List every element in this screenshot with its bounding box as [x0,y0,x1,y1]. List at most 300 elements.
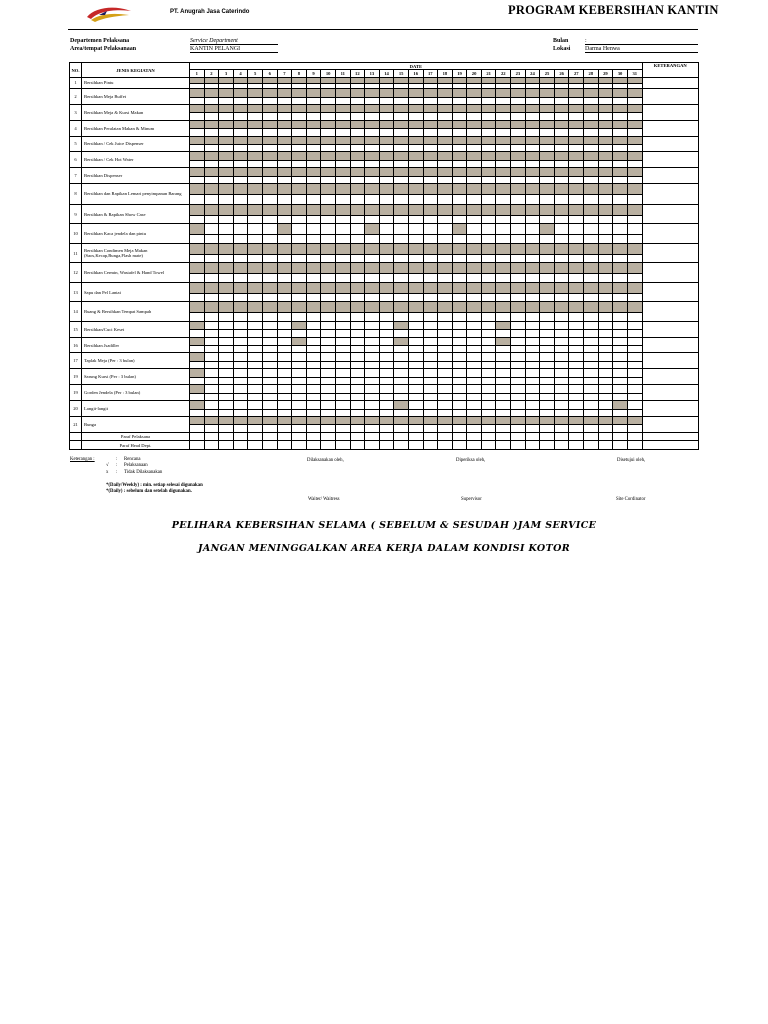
execution-cell[interactable] [394,361,409,368]
plan-cell[interactable] [190,337,205,346]
plan-cell[interactable] [423,88,438,97]
plan-cell[interactable] [452,168,467,177]
plan-cell[interactable] [613,120,628,129]
execution-cell[interactable] [496,346,511,353]
execution-cell[interactable] [525,377,540,384]
execution-cell[interactable] [219,160,234,167]
day-cell[interactable] [496,400,511,409]
execution-cell[interactable] [335,293,350,302]
plan-cell[interactable] [219,104,234,113]
execution-cell[interactable] [511,254,526,263]
execution-cell[interactable] [292,160,307,167]
execution-cell[interactable] [335,97,350,104]
plan-cell[interactable] [496,184,511,195]
execution-cell[interactable] [408,160,423,167]
plan-cell[interactable] [321,263,336,274]
plan-cell[interactable] [262,204,277,215]
execution-cell[interactable] [277,176,292,183]
day-cell[interactable] [335,385,350,394]
execution-cell[interactable] [613,129,628,136]
plan-cell[interactable] [190,152,205,161]
execution-cell[interactable] [540,425,555,432]
plan-cell[interactable] [423,243,438,254]
execution-cell[interactable] [511,346,526,353]
plan-cell[interactable] [292,416,307,425]
execution-cell[interactable] [321,160,336,167]
execution-cell[interactable] [452,409,467,416]
plan-cell[interactable] [394,337,409,346]
plan-cell[interactable] [219,136,234,145]
execution-cell[interactable] [467,254,482,263]
paraf-cell[interactable] [481,432,496,441]
execution-cell[interactable] [613,293,628,302]
execution-cell[interactable] [321,377,336,384]
execution-cell[interactable] [350,393,365,400]
execution-cell[interactable] [554,346,569,353]
plan-cell[interactable] [190,369,205,378]
execution-cell[interactable] [613,377,628,384]
notes-cell[interactable] [642,104,698,120]
execution-cell[interactable] [204,293,219,302]
execution-cell[interactable] [262,425,277,432]
day-cell[interactable] [219,385,234,394]
execution-cell[interactable] [554,274,569,283]
execution-cell[interactable] [569,293,584,302]
plan-cell[interactable] [379,136,394,145]
execution-cell[interactable] [540,293,555,302]
paraf-cell[interactable] [262,441,277,450]
plan-cell[interactable] [438,282,453,293]
notes-cell[interactable] [642,168,698,184]
execution-cell[interactable] [452,377,467,384]
day-cell[interactable] [365,400,380,409]
execution-cell[interactable] [613,313,628,322]
execution-cell[interactable] [467,409,482,416]
execution-cell[interactable] [569,361,584,368]
execution-cell[interactable] [525,409,540,416]
paraf-cell[interactable] [613,441,628,450]
execution-cell[interactable] [511,97,526,104]
day-cell[interactable] [584,369,599,378]
execution-cell[interactable] [190,97,205,104]
execution-cell[interactable] [262,195,277,205]
execution-cell[interactable] [598,97,613,104]
plan-cell[interactable] [481,302,496,313]
execution-cell[interactable] [335,113,350,120]
plan-cell[interactable] [511,282,526,293]
paraf-cell[interactable] [438,432,453,441]
execution-cell[interactable] [190,195,205,205]
execution-cell[interactable] [481,393,496,400]
execution-cell[interactable] [248,377,263,384]
day-cell[interactable] [511,224,526,235]
execution-cell[interactable] [598,393,613,400]
plan-cell[interactable] [204,204,219,215]
plan-cell[interactable] [584,120,599,129]
paraf-cell[interactable] [627,441,642,450]
plan-cell[interactable] [408,152,423,161]
execution-cell[interactable] [190,377,205,384]
plan-cell[interactable] [292,184,307,195]
plan-cell[interactable] [277,152,292,161]
plan-cell[interactable] [613,204,628,215]
day-cell[interactable] [248,353,263,362]
day-cell[interactable] [540,369,555,378]
execution-cell[interactable] [438,425,453,432]
day-cell[interactable] [306,369,321,378]
plan-cell[interactable] [277,168,292,177]
execution-cell[interactable] [321,274,336,283]
plan-cell[interactable] [452,282,467,293]
execution-cell[interactable] [584,195,599,205]
plan-cell[interactable] [554,302,569,313]
day-cell[interactable] [306,400,321,409]
day-cell[interactable] [306,353,321,362]
execution-cell[interactable] [292,274,307,283]
plan-cell[interactable] [598,104,613,113]
plan-cell[interactable] [467,104,482,113]
execution-cell[interactable] [627,409,642,416]
plan-cell[interactable] [277,120,292,129]
plan-cell[interactable] [569,136,584,145]
plan-cell[interactable] [321,120,336,129]
plan-cell[interactable] [554,152,569,161]
plan-cell[interactable] [467,416,482,425]
execution-cell[interactable] [569,346,584,353]
plan-cell[interactable] [438,243,453,254]
plan-cell[interactable] [292,282,307,293]
execution-cell[interactable] [379,330,394,337]
plan-cell[interactable] [511,263,526,274]
plan-cell[interactable] [525,184,540,195]
execution-cell[interactable] [452,393,467,400]
execution-cell[interactable] [627,113,642,120]
execution-cell[interactable] [584,129,599,136]
execution-cell[interactable] [190,330,205,337]
day-cell[interactable] [540,337,555,346]
execution-cell[interactable] [540,97,555,104]
plan-cell[interactable] [408,104,423,113]
plan-cell[interactable] [219,120,234,129]
execution-cell[interactable] [554,145,569,152]
plan-cell[interactable] [335,416,350,425]
execution-cell[interactable] [306,393,321,400]
execution-cell[interactable] [467,330,482,337]
paraf-cell[interactable] [496,432,511,441]
execution-cell[interactable] [452,113,467,120]
execution-cell[interactable] [394,160,409,167]
execution-cell[interactable] [438,254,453,263]
execution-cell[interactable] [219,313,234,322]
execution-cell[interactable] [525,293,540,302]
execution-cell[interactable] [350,313,365,322]
plan-cell[interactable] [613,302,628,313]
execution-cell[interactable] [190,425,205,432]
execution-cell[interactable] [540,113,555,120]
plan-cell[interactable] [306,184,321,195]
plan-cell[interactable] [584,136,599,145]
plan-cell[interactable] [481,168,496,177]
execution-cell[interactable] [262,293,277,302]
plan-cell[interactable] [423,184,438,195]
execution-cell[interactable] [321,346,336,353]
day-cell[interactable] [365,337,380,346]
execution-cell[interactable] [292,377,307,384]
execution-cell[interactable] [627,425,642,432]
execution-cell[interactable] [306,113,321,120]
execution-cell[interactable] [306,425,321,432]
execution-cell[interactable] [554,361,569,368]
execution-cell[interactable] [525,330,540,337]
execution-cell[interactable] [613,274,628,283]
day-cell[interactable] [277,385,292,394]
execution-cell[interactable] [321,393,336,400]
plan-cell[interactable] [248,184,263,195]
plan-cell[interactable] [248,263,263,274]
day-cell[interactable] [627,353,642,362]
execution-cell[interactable] [219,274,234,283]
day-cell[interactable] [438,224,453,235]
plan-cell[interactable] [335,243,350,254]
execution-cell[interactable] [335,195,350,205]
plan-cell[interactable] [423,204,438,215]
day-cell[interactable] [277,337,292,346]
execution-cell[interactable] [277,145,292,152]
execution-cell[interactable] [511,235,526,244]
execution-cell[interactable] [438,195,453,205]
paraf-cell[interactable] [627,432,642,441]
plan-cell[interactable] [233,243,248,254]
day-cell[interactable] [277,321,292,330]
execution-cell[interactable] [452,176,467,183]
execution-cell[interactable] [292,409,307,416]
day-cell[interactable] [584,400,599,409]
plan-cell[interactable] [408,136,423,145]
execution-cell[interactable] [379,254,394,263]
execution-cell[interactable] [554,195,569,205]
plan-cell[interactable] [350,152,365,161]
execution-cell[interactable] [292,129,307,136]
execution-cell[interactable] [467,346,482,353]
day-cell[interactable] [350,321,365,330]
day-cell[interactable] [423,321,438,330]
plan-cell[interactable] [627,302,642,313]
plan-cell[interactable] [496,152,511,161]
execution-cell[interactable] [408,313,423,322]
plan-cell[interactable] [569,184,584,195]
paraf-cell[interactable] [335,432,350,441]
execution-cell[interactable] [262,393,277,400]
execution-cell[interactable] [277,361,292,368]
plan-cell[interactable] [481,120,496,129]
plan-cell[interactable] [569,120,584,129]
execution-cell[interactable] [306,195,321,205]
execution-cell[interactable] [584,97,599,104]
execution-cell[interactable] [627,313,642,322]
execution-cell[interactable] [350,195,365,205]
plan-cell[interactable] [540,416,555,425]
execution-cell[interactable] [379,235,394,244]
plan-cell[interactable] [292,136,307,145]
plan-cell[interactable] [598,243,613,254]
execution-cell[interactable] [613,215,628,224]
paraf-cell[interactable] [204,432,219,441]
execution-cell[interactable] [423,409,438,416]
execution-cell[interactable] [350,274,365,283]
paraf-cell[interactable] [452,432,467,441]
plan-cell[interactable] [452,302,467,313]
day-cell[interactable] [292,385,307,394]
day-cell[interactable] [335,353,350,362]
day-cell[interactable] [569,353,584,362]
day-cell[interactable] [554,353,569,362]
paraf-cell[interactable] [613,432,628,441]
day-cell[interactable] [569,385,584,394]
execution-cell[interactable] [335,409,350,416]
execution-cell[interactable] [540,313,555,322]
execution-cell[interactable] [190,176,205,183]
execution-cell[interactable] [321,195,336,205]
execution-cell[interactable] [569,254,584,263]
plan-cell[interactable] [204,88,219,97]
execution-cell[interactable] [277,393,292,400]
plan-cell[interactable] [233,204,248,215]
execution-cell[interactable] [511,330,526,337]
execution-cell[interactable] [584,274,599,283]
paraf-cell[interactable] [540,441,555,450]
plan-cell[interactable] [394,321,409,330]
execution-cell[interactable] [335,215,350,224]
execution-cell[interactable] [248,235,263,244]
execution-cell[interactable] [292,330,307,337]
execution-cell[interactable] [613,425,628,432]
day-cell[interactable] [525,224,540,235]
plan-cell[interactable] [467,120,482,129]
execution-cell[interactable] [423,346,438,353]
day-cell[interactable] [394,224,409,235]
plan-cell[interactable] [350,282,365,293]
plan-cell[interactable] [452,88,467,97]
execution-cell[interactable] [511,425,526,432]
plan-cell[interactable] [335,184,350,195]
execution-cell[interactable] [306,254,321,263]
day-cell[interactable] [584,321,599,330]
day-cell[interactable] [511,353,526,362]
plan-cell[interactable] [248,104,263,113]
execution-cell[interactable] [204,235,219,244]
execution-cell[interactable] [481,145,496,152]
plan-cell[interactable] [306,243,321,254]
plan-cell[interactable] [540,204,555,215]
day-cell[interactable] [598,369,613,378]
plan-cell[interactable] [277,184,292,195]
plan-cell[interactable] [350,416,365,425]
execution-cell[interactable] [379,215,394,224]
paraf-cell[interactable] [292,432,307,441]
day-cell[interactable] [233,369,248,378]
execution-cell[interactable] [627,129,642,136]
execution-cell[interactable] [335,160,350,167]
execution-cell[interactable] [554,425,569,432]
plan-cell[interactable] [190,243,205,254]
execution-cell[interactable] [627,145,642,152]
plan-cell[interactable] [350,136,365,145]
plan-cell[interactable] [321,168,336,177]
plan-cell[interactable] [481,263,496,274]
execution-cell[interactable] [277,313,292,322]
execution-cell[interactable] [496,215,511,224]
plan-cell[interactable] [481,416,496,425]
execution-cell[interactable] [613,409,628,416]
execution-cell[interactable] [598,313,613,322]
plan-cell[interactable] [525,416,540,425]
execution-cell[interactable] [233,393,248,400]
plan-cell[interactable] [262,152,277,161]
execution-cell[interactable] [365,160,380,167]
day-cell[interactable] [627,385,642,394]
notes-cell[interactable] [642,263,698,283]
execution-cell[interactable] [540,160,555,167]
execution-cell[interactable] [627,393,642,400]
execution-cell[interactable] [584,145,599,152]
execution-cell[interactable] [481,113,496,120]
plan-cell[interactable] [540,302,555,313]
execution-cell[interactable] [496,393,511,400]
plan-cell[interactable] [292,104,307,113]
plan-cell[interactable] [335,204,350,215]
day-cell[interactable] [481,400,496,409]
execution-cell[interactable] [219,176,234,183]
execution-cell[interactable] [540,361,555,368]
execution-cell[interactable] [408,215,423,224]
plan-cell[interactable] [204,136,219,145]
execution-cell[interactable] [423,195,438,205]
day-cell[interactable] [598,321,613,330]
day-cell[interactable] [496,224,511,235]
execution-cell[interactable] [408,293,423,302]
paraf-cell[interactable] [248,432,263,441]
paraf-cell[interactable] [584,441,599,450]
execution-cell[interactable] [423,113,438,120]
plan-cell[interactable] [190,168,205,177]
execution-cell[interactable] [335,313,350,322]
plan-cell[interactable] [569,88,584,97]
plan-cell[interactable] [496,136,511,145]
execution-cell[interactable] [467,160,482,167]
execution-cell[interactable] [394,129,409,136]
day-cell[interactable] [452,321,467,330]
execution-cell[interactable] [554,254,569,263]
paraf-cell[interactable] [292,441,307,450]
execution-cell[interactable] [613,254,628,263]
plan-cell[interactable] [423,136,438,145]
execution-cell[interactable] [511,361,526,368]
execution-cell[interactable] [335,145,350,152]
execution-cell[interactable] [481,313,496,322]
plan-cell[interactable] [190,282,205,293]
plan-cell[interactable] [321,184,336,195]
paraf-cell[interactable] [277,441,292,450]
plan-cell[interactable] [306,88,321,97]
plan-cell[interactable] [423,282,438,293]
day-cell[interactable] [554,369,569,378]
plan-cell[interactable] [584,263,599,274]
execution-cell[interactable] [481,215,496,224]
execution-cell[interactable] [467,361,482,368]
day-cell[interactable] [233,400,248,409]
plan-cell[interactable] [627,104,642,113]
plan-cell[interactable] [525,104,540,113]
